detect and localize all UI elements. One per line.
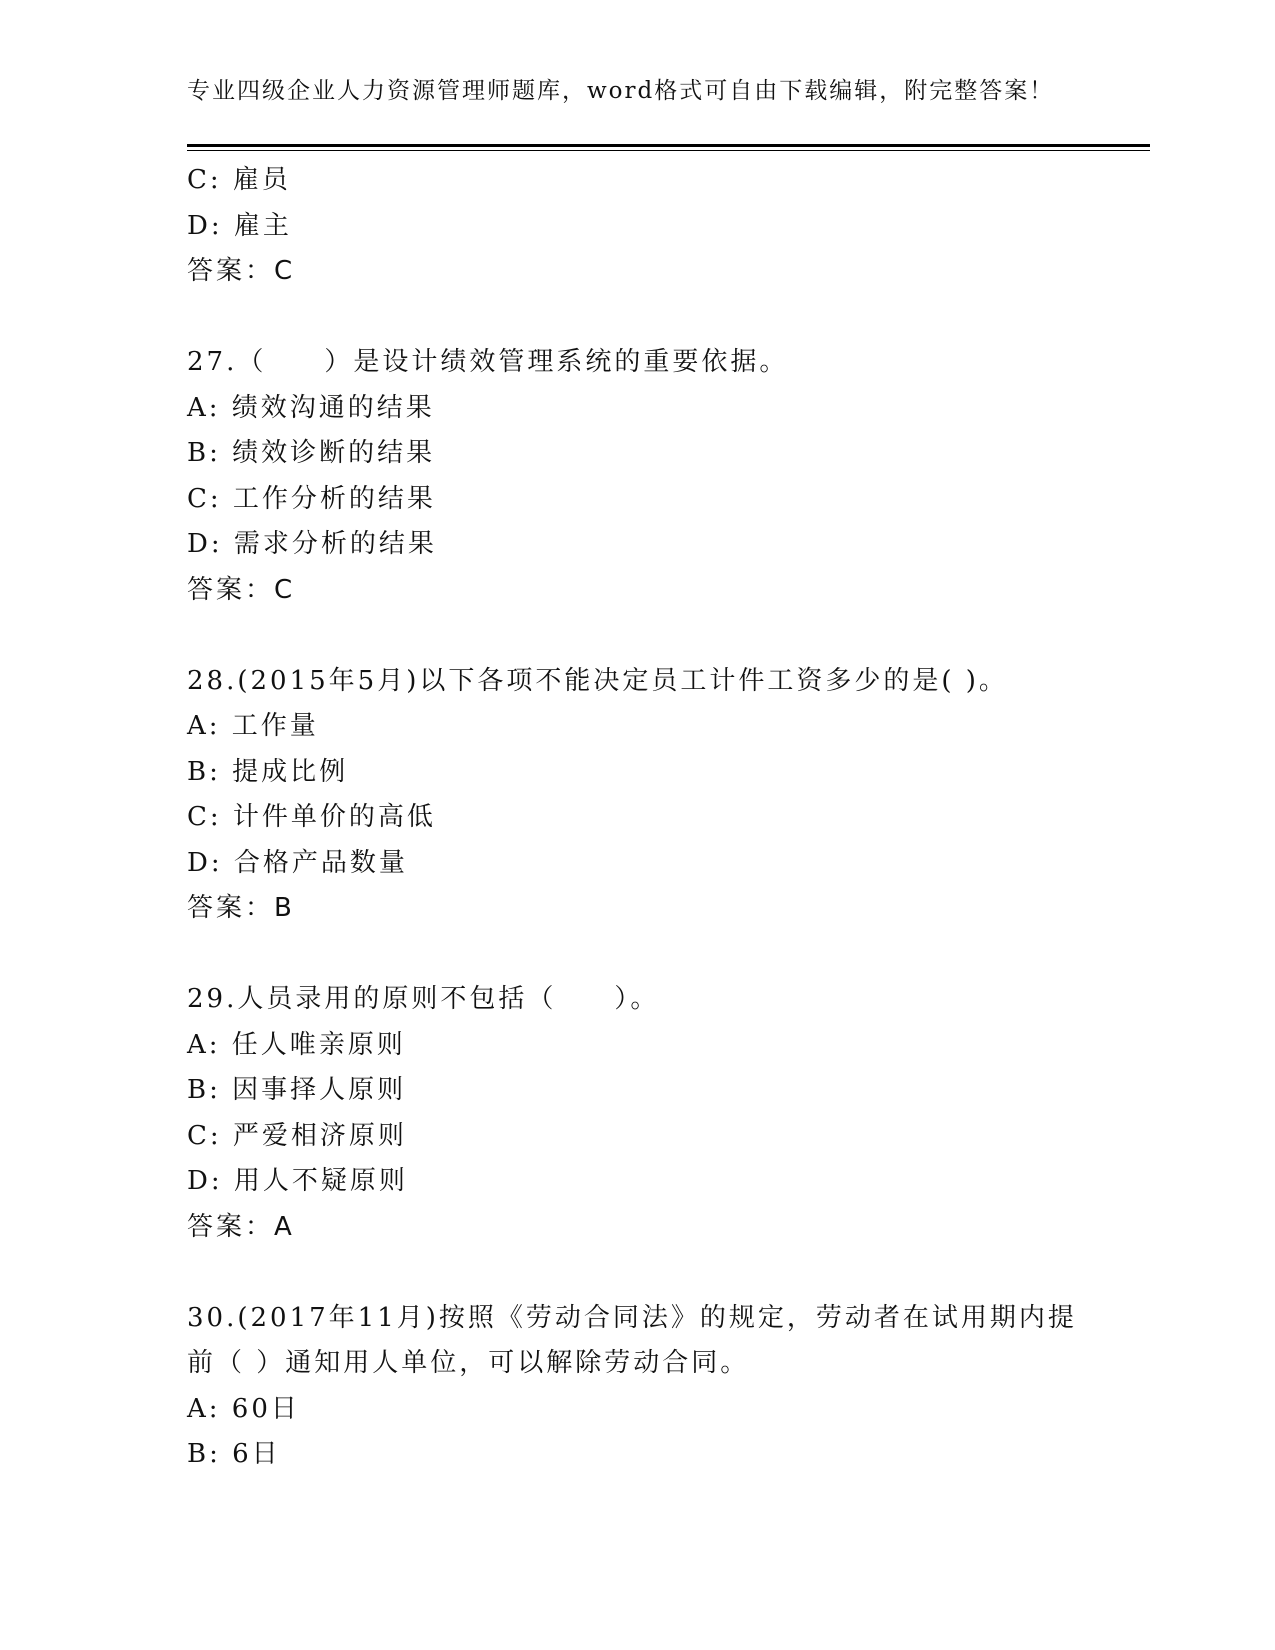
header-rule-thick xyxy=(187,144,1150,147)
question-stem-continued: 前（ ）通知用人单位，可以解除劳动合同。 xyxy=(187,1348,750,1378)
question-stem: 30.(2017年11月)按照《劳动合同法》的规定，劳动者在试用期内提 xyxy=(187,1302,1077,1333)
question-stem: 29.人员录用的原则不包括（ ）。 xyxy=(187,984,660,1014)
question-stem: 28.(2015年5月)以下各项不能决定员工计件工资多少的是( )。 xyxy=(187,665,1008,696)
option-d: D: 需求分析的结果 xyxy=(187,529,437,559)
answer: 答案：C xyxy=(187,574,296,605)
answer: 答案：A xyxy=(187,1211,295,1242)
option-b: B: 绩效诊断的结果 xyxy=(187,438,436,468)
answer: 答案：C xyxy=(187,256,296,286)
option-a: A: 绩效沟通的结果 xyxy=(187,392,435,423)
question-content xyxy=(187,158,1087,1478)
option-a: A: 工作量 xyxy=(187,711,319,741)
option-d: D: 雇主 xyxy=(187,210,292,241)
option-b: B: 6日 xyxy=(187,1439,281,1469)
option-c: C: 工作分析的结果 xyxy=(187,483,436,514)
header-rule-thin xyxy=(187,150,1150,151)
option-d: D: 用人不疑原则 xyxy=(187,1166,408,1196)
option-a: A: 任人唯亲原则 xyxy=(187,1029,406,1060)
option-a: A: 60日 xyxy=(187,1393,300,1424)
option-b: B: 提成比例 xyxy=(187,756,349,787)
answer: 答案：B xyxy=(187,893,295,923)
option-c: C: 雇员 xyxy=(187,165,291,195)
page-header: 专业四级企业人力资源管理师题库，word格式可自由下载编辑，附完整答案！ xyxy=(187,78,1055,104)
option-d: D: 合格产品数量 xyxy=(187,847,408,878)
option-b: B: 因事择人原则 xyxy=(187,1075,407,1105)
option-c: C: 严爱相济原则 xyxy=(187,1120,407,1151)
option-c: C: 计件单价的高低 xyxy=(187,802,436,832)
question-stem: 27.（ ）是设计绩效管理系统的重要依据。 xyxy=(187,347,789,377)
